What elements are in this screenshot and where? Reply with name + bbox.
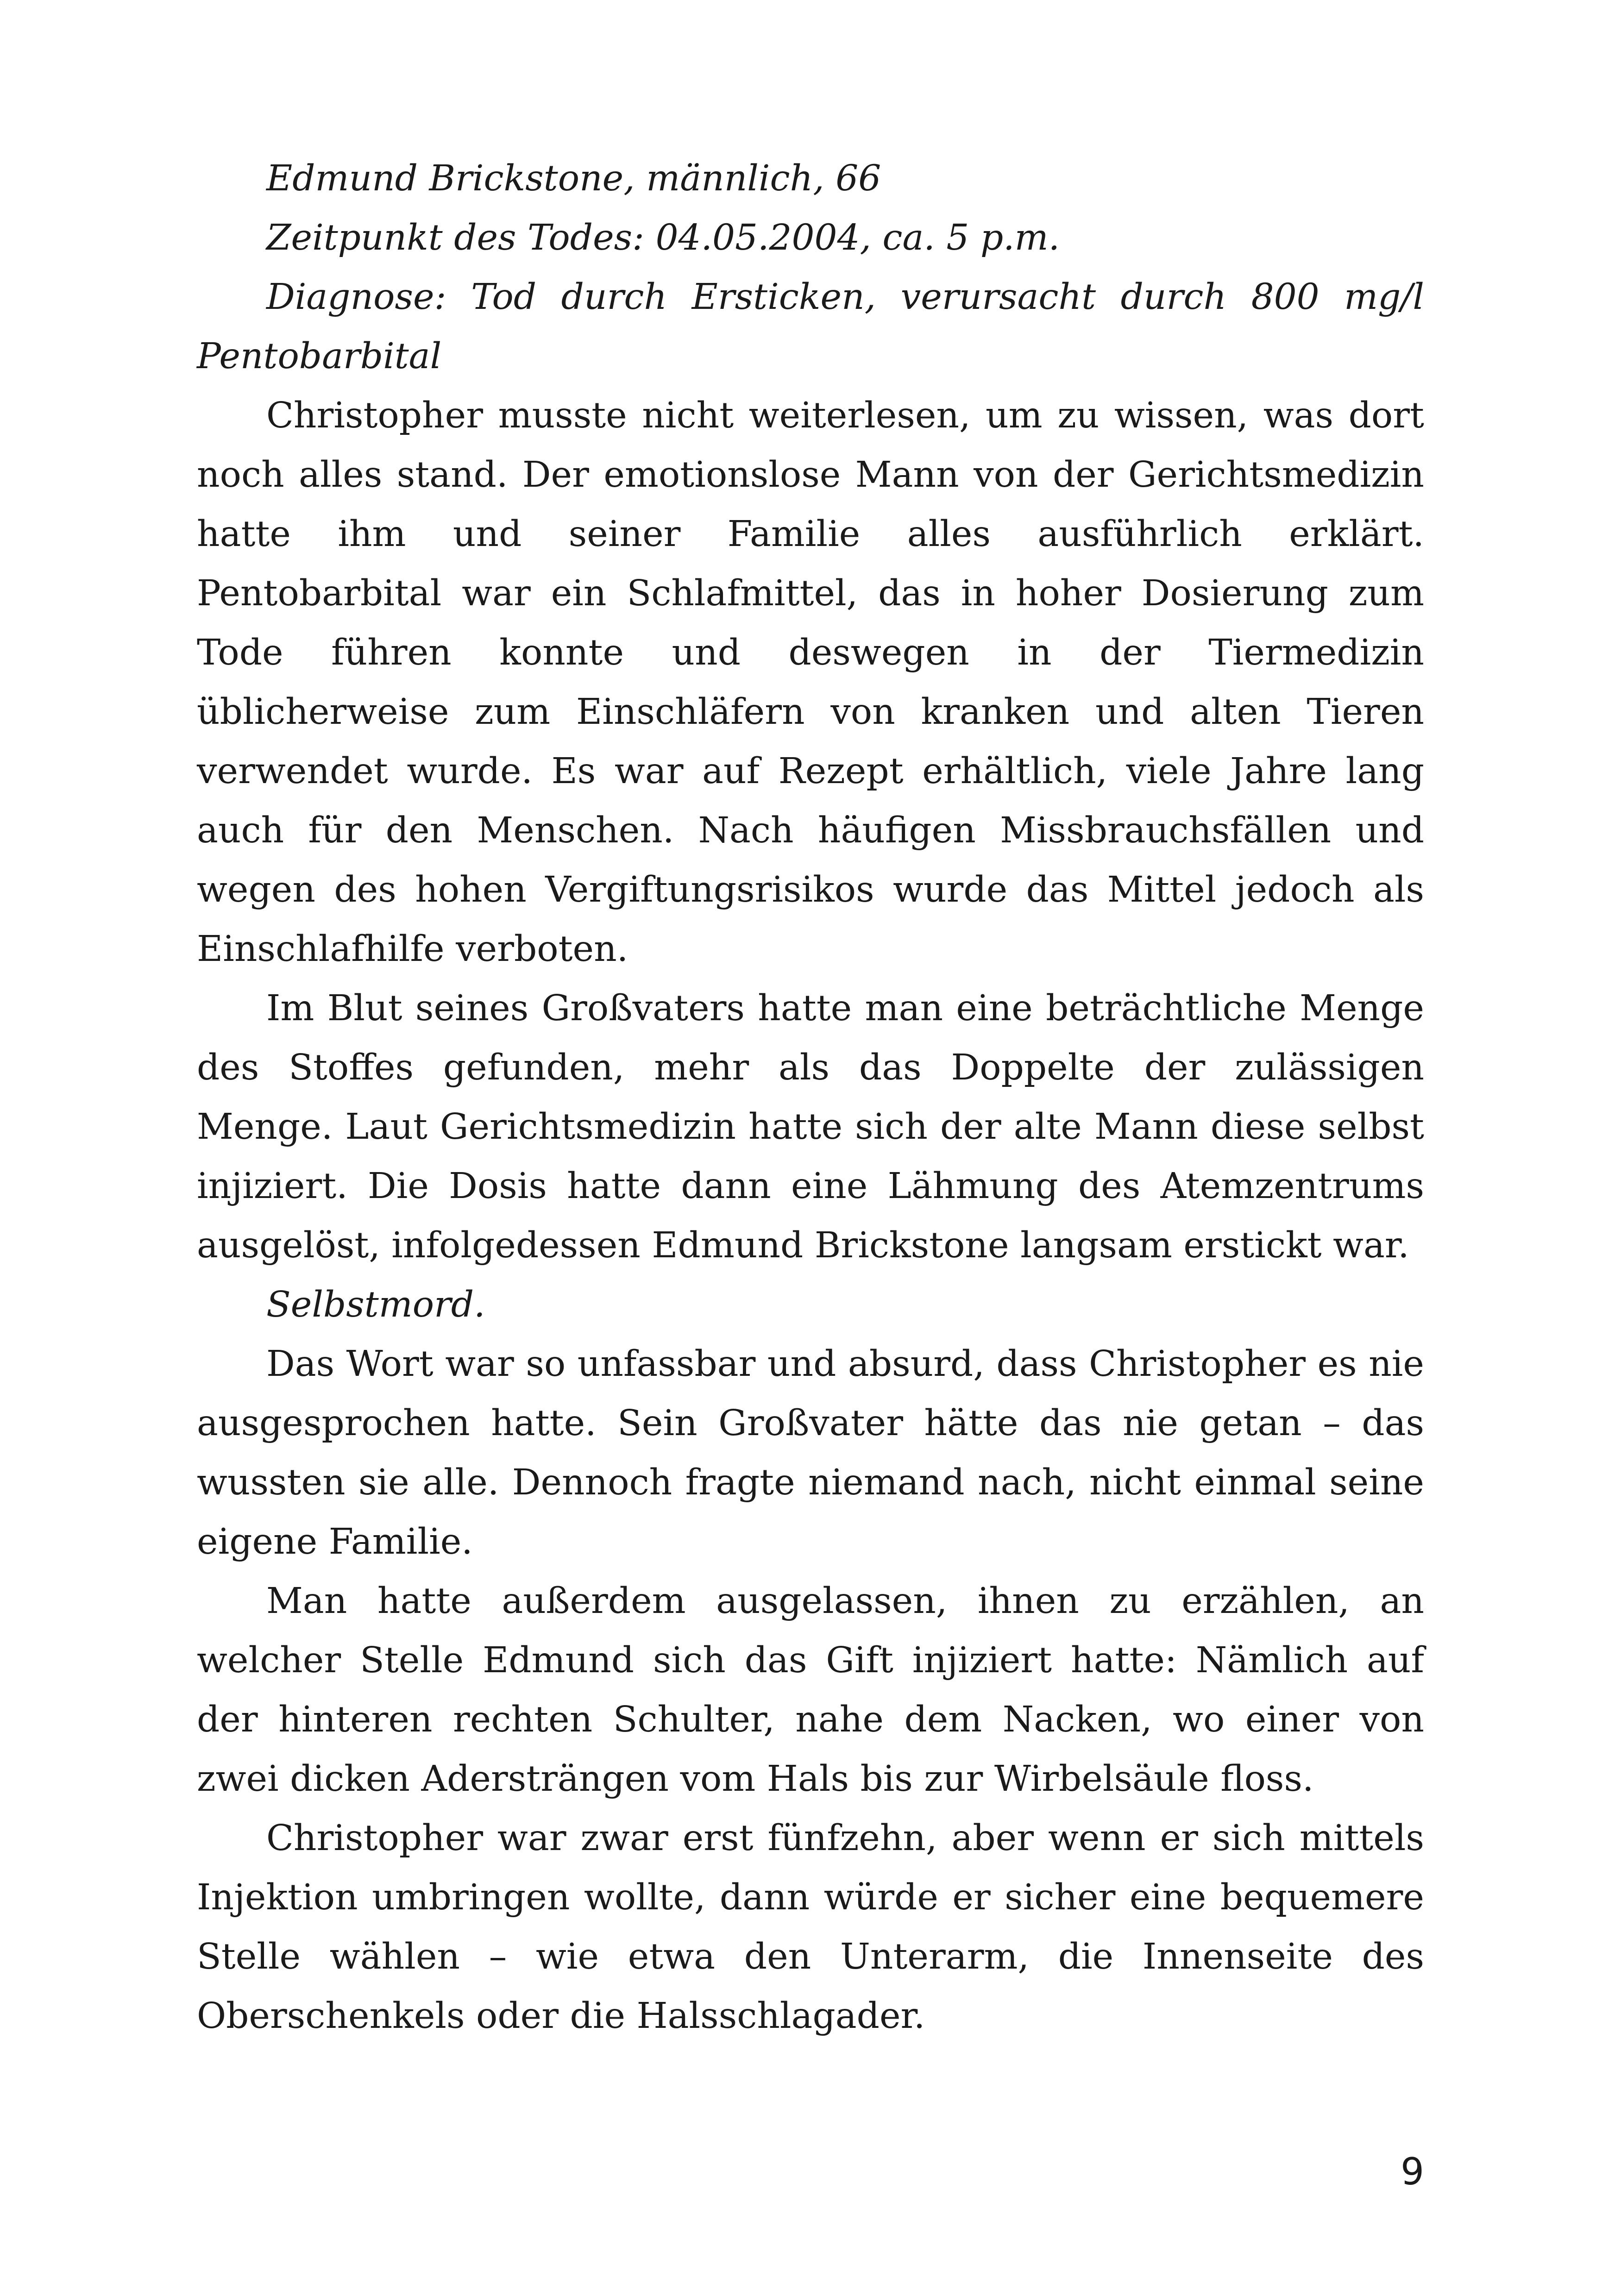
page-number: 9 — [1401, 2150, 1424, 2193]
paragraph-pentobarbital: Christopher musste nicht weiterlesen, um zu wissen, was dort noch alles stand. Der emotionslose Mann von der Gerichtsmedizin hatte ihm und seiner Familie alles ausführlich erklärt. Pentobarbital war ein Schlafmittel, das in hoher Dosierung zum Tode führen konnte und deswegen in der Tiermedizin üblicherweise zum Einschläfern von kranken und alten Tieren verwendet wurde. Es war auf Rezept erhältlich, viele Jahre lang auch für den Menschen. Nach häufigen Missbrauchsfällen und wegen des hohen Vergiftungsrisikos wurde das Mittel jedoch als Einschlafhilfe verboten. — [197, 395, 1424, 970]
paragraph-christopher: Christopher war zwar erst fünfzehn, aber wenn er sich mittels Injektion umbringen wollte, dann würde er sicher eine bequemere Stelle wählen – wie etwa den Unterarm, die Innenseite des Oberschenkels oder die Halsschlagader. — [197, 1818, 1424, 2037]
paragraph-time-of-death: Zeitpunkt des Todes: 04.05.2004, ca. 5 p.m. — [266, 217, 1060, 258]
paragraph-selbstmord: Selbstmord. — [266, 1284, 485, 1325]
body-text — [197, 149, 1424, 2046]
paragraph-word: Das Wort war so unfassbar und absurd, dass Christopher es nie ausgesprochen hatte. Sein Großvater hätte das nie getan – das wussten sie alle. Dennoch fragte niemand nach, nicht einmal seine eigene Familie. — [197, 1343, 1424, 1562]
paragraph-name-line: Edmund Brickstone, männlich, 66 — [266, 158, 881, 199]
paragraph-injection-site: Man hatte außerdem ausgelassen, ihnen zu erzählen, an welcher Stelle Edmund sich das Gift injiziert hatte: Nämlich auf der hinteren rechten Schulter, nahe dem Nacken, wo einer von zwei dicken Adersträngen vom Hals bis zur Wirbelsäule floss. — [197, 1581, 1424, 1800]
paragraph-blood: Im Blut seines Großvaters hatte man eine beträchtliche Menge des Stoffes gefunden, mehr als das Doppelte der zulässigen Menge. Laut Gerichtsmedizin hatte sich der alte Mann diese selbst injiziert. Die Dosis hatte dann eine Lähmung des Atemzentrums ausgelöst, infolgedessen Edmund Brickstone langsam erstickt war. — [197, 988, 1424, 1266]
paragraph-diagnosis: Diagnose: Tod durch Ersticken, verursacht durch 800 mg/l Pentobarbital — [197, 276, 1424, 377]
